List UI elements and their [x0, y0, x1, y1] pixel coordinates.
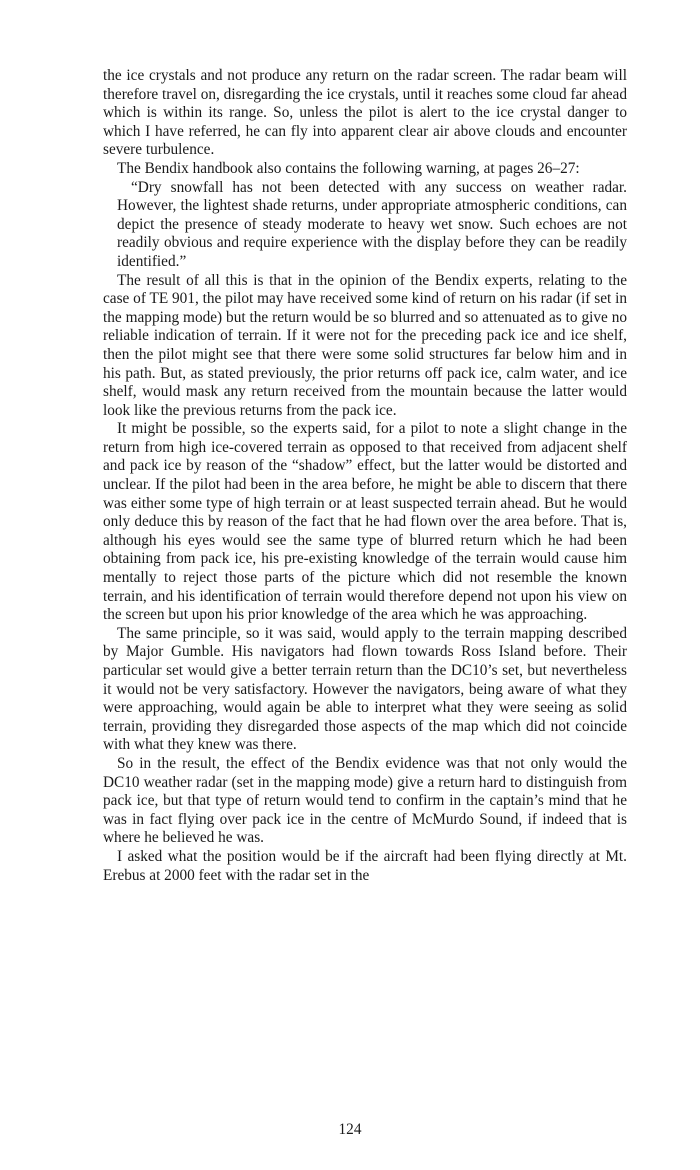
- paragraph-terrain-mapping: The same principle, so it was said, would apply to the terrain mapping described by Major Gumble. His navigators had flown towards Ross Island before. Their particular set would give a better terrain return than the DC10’s set, but nevertheless it would not be very satisfactory. However the navigators, being aware of what they were approaching, would again be able to interpret what they were seeing as solid terrain, providing they disregarded those aspects of the map which did not coincide with what they knew was there.: [103, 624, 627, 754]
- paragraph-continued: the ice crystals and not produce any return on the radar screen. The radar beam will therefore travel on, disregarding the ice crystals, until it reaches some cloud far ahead which is within its range. So, unless the pilot is alert to the ice crystal danger to which I have referred, he can fly into apparent clear air above clouds and encounter severe turbulence.: [103, 67, 627, 159]
- block-quote-dry-snowfall: “Dry snowfall has not been detected with any success on weather radar. However, the lightest shade returns, under appropriate atmospheric conditions, can depict the presence of steady moderate to heavy wet snow. Such echoes are not readily obvious and require experience with the display before they can be readily identified.”: [117, 178, 627, 270]
- paragraph-bendix-evidence-result: So in the result, the effect of the Bendix evidence was that not only would the DC10 weather radar (set in the mapping mode) give a return hard to distinguish from pack ice, but that type of return would tend to confirm in the captain’s mind that he was in fact flying over pack ice in the centre of McMurdo Sound, if indeed that is where he believed he was.: [103, 754, 627, 847]
- paragraph-bendix-experts-opinion: The result of all this is that in the opinion of the Bendix experts, relating to the case of TE 901, the pilot may have received some kind of return on his radar (if set in the mapping mode) but the return would be so blurred and so attenuated as to give no reliable indication of terrain. If it were not for the preceding pack ice and ice shelf, then the pilot might see that there were some solid structures far below him and in his path. But, as stated previously, the prior returns off pack ice, calm water, and ice shelf, would mask any return received from the mountain because the latter would look like the previous returns from the pack ice.: [103, 271, 627, 419]
- page-number: 124: [338, 1121, 362, 1138]
- paragraph-mt-erebus-question: I asked what the position would be if the aircraft had been flying directly at Mt. Erebus at 2000 feet with the radar set in the: [103, 847, 627, 884]
- paragraph-shadow-effect: It might be possible, so the experts said, for a pilot to note a slight change in the return from high ice-covered terrain as opposed to that received from adjacent shelf and pack ice by reason of the “shadow” effect, but the latter would be distorted and unclear. If the pilot had been in the area before, he might be able to discern that there was either some type of high terrain or at least suspected terrain ahead. But he would only deduce this by reason of the fact that he had flown over the area before. That is, although his eyes would see the same type of blurred return which he had been obtaining from pack ice, his pre-existing knowledge of the terrain would cause him mentally to reject those parts of the picture which did not resemble the known terrain, and his identification of terrain would therefore depend not upon his view on the screen but upon his prior knowledge of the area which he was approaching.: [103, 420, 627, 624]
- paragraph-bendix-handbook: The Bendix handbook also contains the following warning, at pages 26–27:: [117, 159, 580, 177]
- page-body: [103, 67, 627, 885]
